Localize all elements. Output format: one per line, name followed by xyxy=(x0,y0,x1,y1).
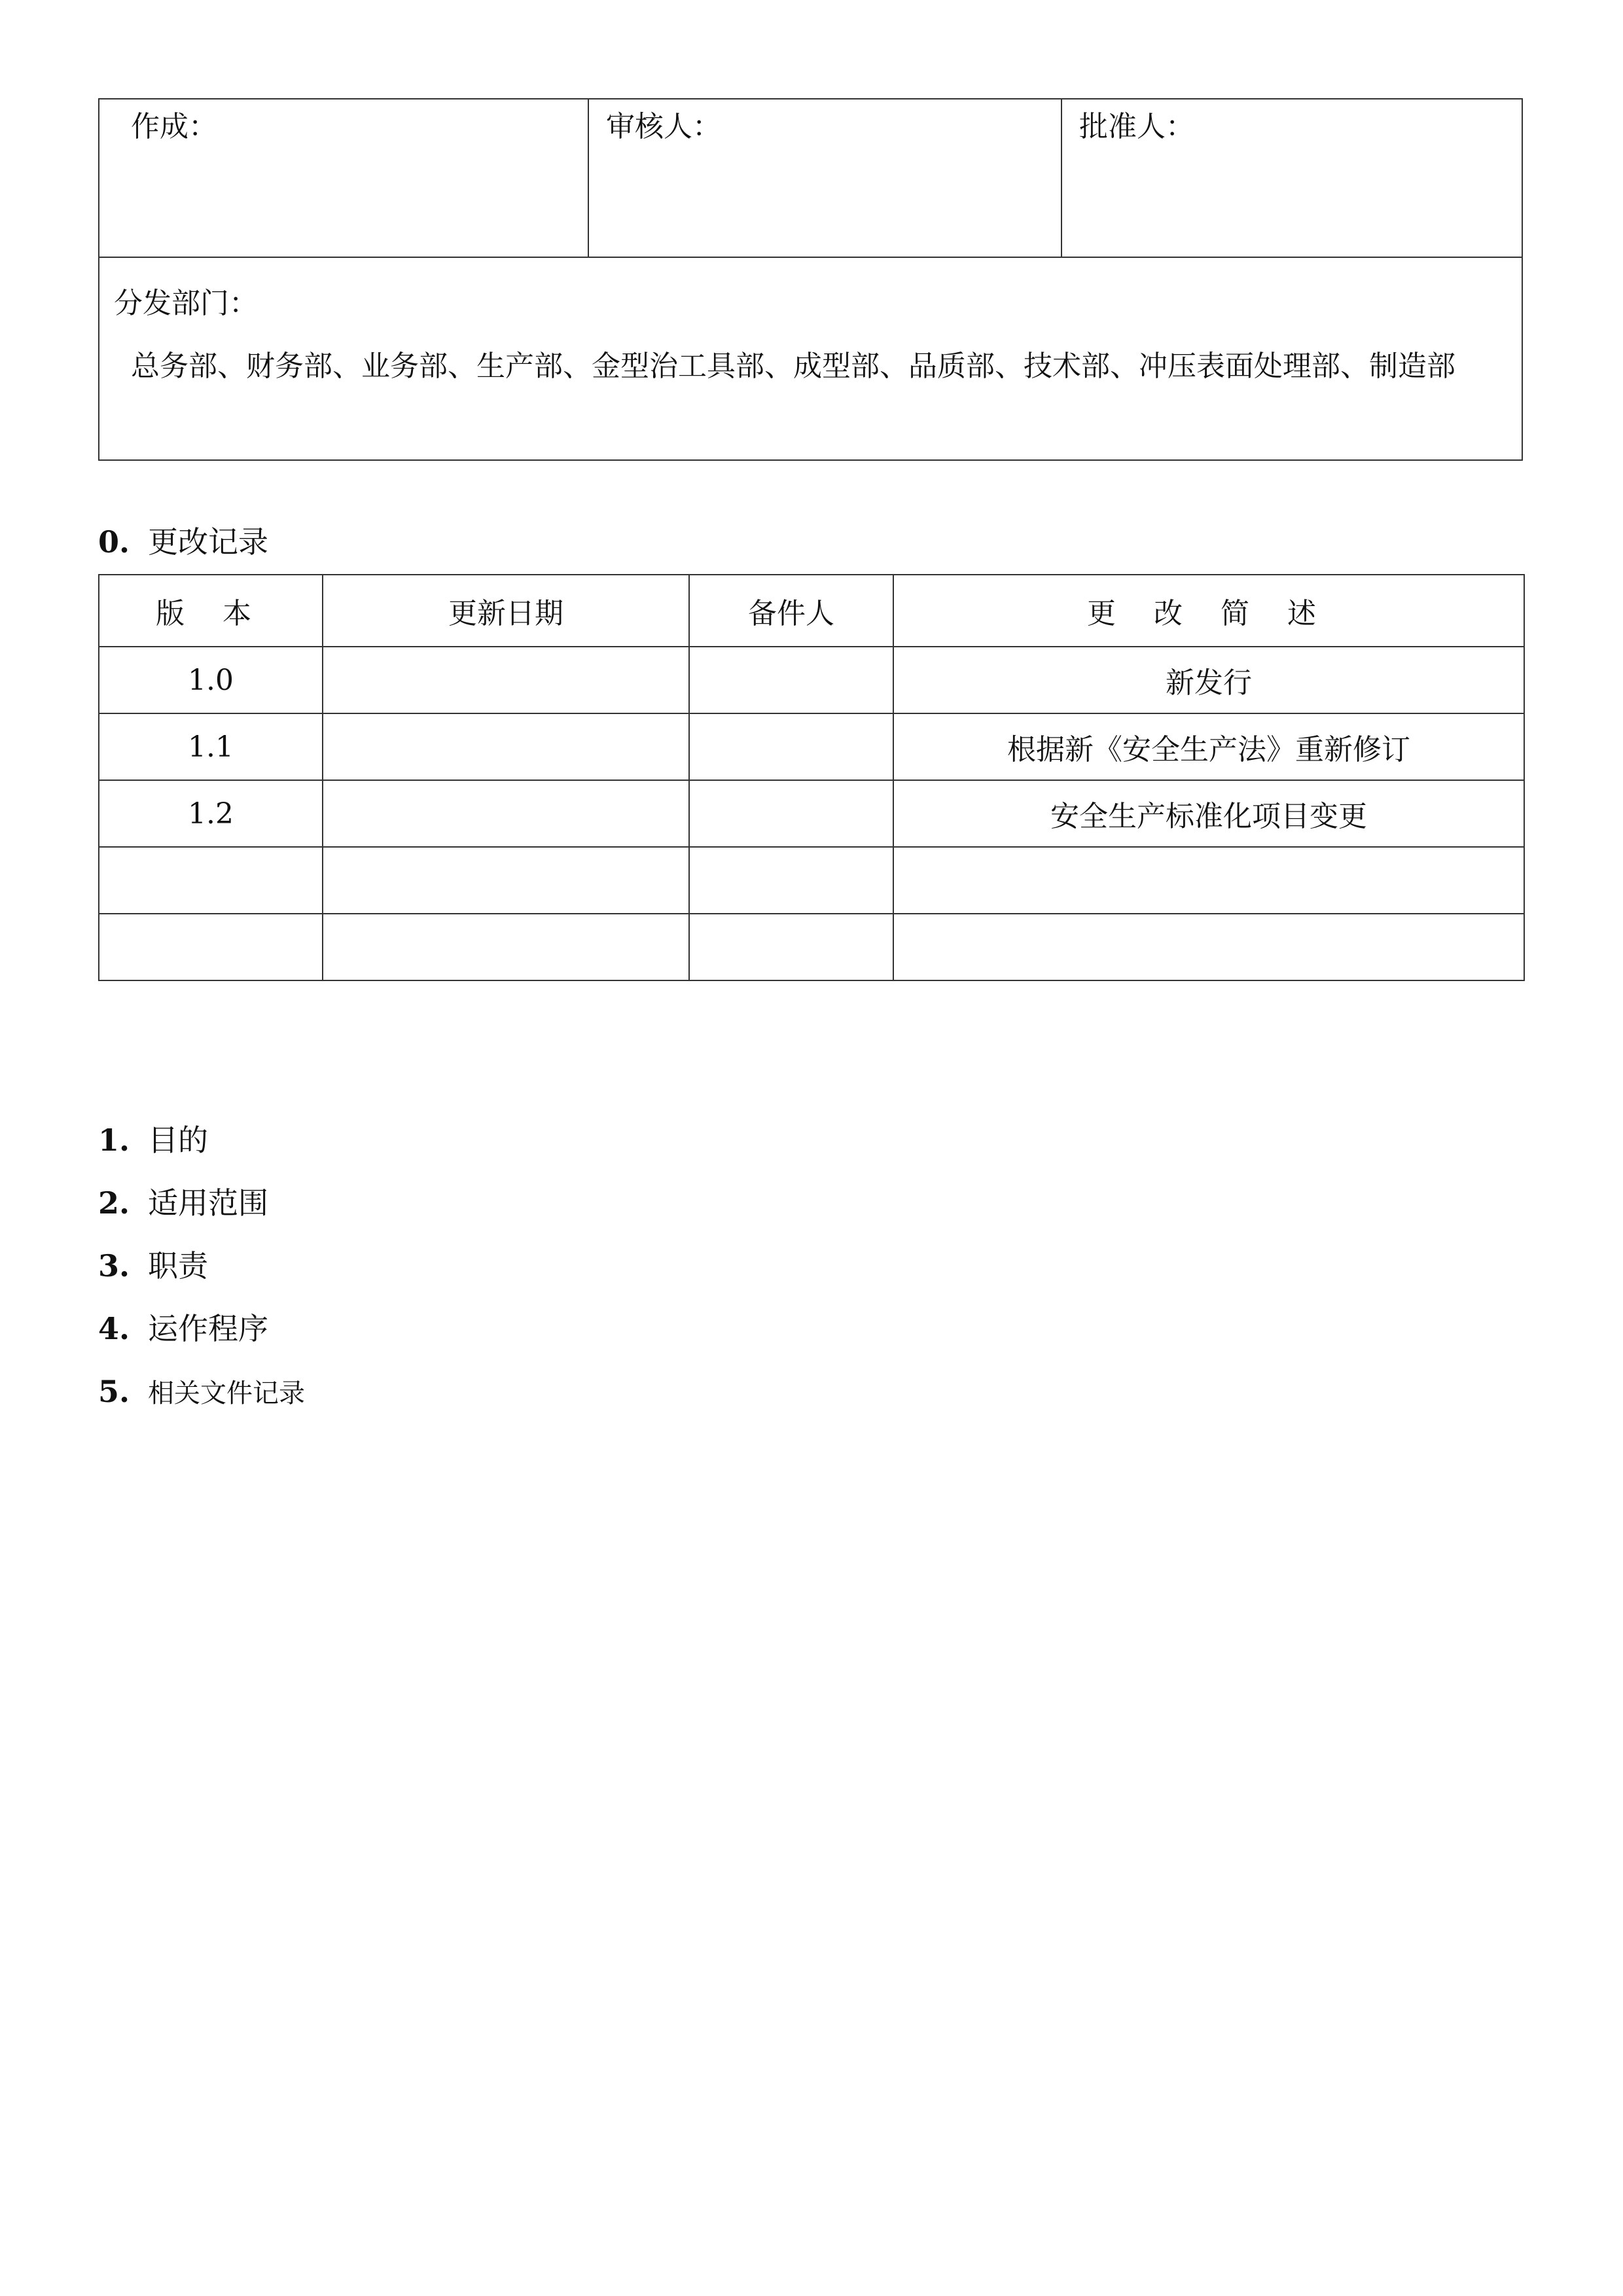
reviewer-label: 审核人： xyxy=(606,110,721,143)
table-row xyxy=(99,847,1524,914)
date-cell xyxy=(323,914,689,980)
distribution-list: 总务部、财务部、业务部、生产部、金型治工具部、成型部、品质部、技术部、冲压表面处理部、制造部 xyxy=(131,350,1455,383)
section-heading-records xyxy=(98,1372,305,1413)
author-cell xyxy=(99,99,588,257)
preparer-cell xyxy=(689,647,893,713)
change-record-header-row xyxy=(99,575,1524,647)
date-cell xyxy=(323,713,689,780)
section-number: 4. xyxy=(98,1311,130,1346)
signoff-table xyxy=(98,98,1523,461)
table-row xyxy=(99,914,1524,980)
date-cell xyxy=(323,647,689,713)
preparer-cell xyxy=(689,914,893,980)
change-record-table xyxy=(98,574,1525,981)
date-cell xyxy=(323,780,689,847)
section-heading-scope xyxy=(98,1183,268,1223)
section-number: 5. xyxy=(98,1374,130,1409)
section-title: 运作程序 xyxy=(148,1311,268,1346)
version-cell: 1.0 xyxy=(99,647,323,713)
preparer-cell xyxy=(689,847,893,914)
section-heading-procedure xyxy=(98,1309,268,1348)
section-number: 2. xyxy=(98,1185,130,1221)
signoff-row xyxy=(99,99,1522,257)
section-number: 1. xyxy=(98,1122,130,1158)
preparer-cell xyxy=(689,713,893,780)
version-cell xyxy=(99,914,323,980)
summary-cell xyxy=(893,847,1524,914)
preparer-cell xyxy=(689,780,893,847)
summary-cell: 根据新《安全生产法》重新修订 xyxy=(893,713,1524,780)
reviewer-cell xyxy=(588,99,1061,257)
date-cell xyxy=(323,847,689,914)
section-heading-purpose xyxy=(98,1121,208,1160)
change-record-title: 更改记录 xyxy=(148,524,268,560)
table-row xyxy=(99,647,1524,713)
section-title: 适用范围 xyxy=(148,1185,268,1221)
header-version: 版 本 xyxy=(99,575,323,647)
approver-cell xyxy=(1061,99,1522,257)
section-title: 相关文件记录 xyxy=(148,1378,305,1408)
section-title: 目的 xyxy=(148,1122,208,1158)
header-preparer: 备件人 xyxy=(689,575,893,647)
summary-cell: 新发行 xyxy=(893,647,1524,713)
summary-cell: 安全生产标准化项目变更 xyxy=(893,780,1524,847)
change-record-number: 0. xyxy=(98,524,130,560)
section-title: 职责 xyxy=(148,1248,208,1283)
version-cell xyxy=(99,847,323,914)
author-label: 作成： xyxy=(131,110,217,143)
table-row xyxy=(99,780,1524,847)
approver-label: 批准人： xyxy=(1079,110,1194,143)
change-record-heading xyxy=(98,522,268,562)
distribution-label: 分发部门： xyxy=(114,287,258,320)
version-cell: 1.2 xyxy=(99,780,323,847)
version-cell: 1.1 xyxy=(99,713,323,780)
distribution-cell xyxy=(99,257,1522,460)
header-summary: 更 改 简 述 xyxy=(893,575,1524,647)
section-number: 3. xyxy=(98,1248,130,1283)
table-row xyxy=(99,713,1524,780)
header-date: 更新日期 xyxy=(323,575,689,647)
summary-cell xyxy=(893,914,1524,980)
section-heading-responsibilities xyxy=(98,1246,208,1285)
distribution-row xyxy=(99,257,1522,460)
